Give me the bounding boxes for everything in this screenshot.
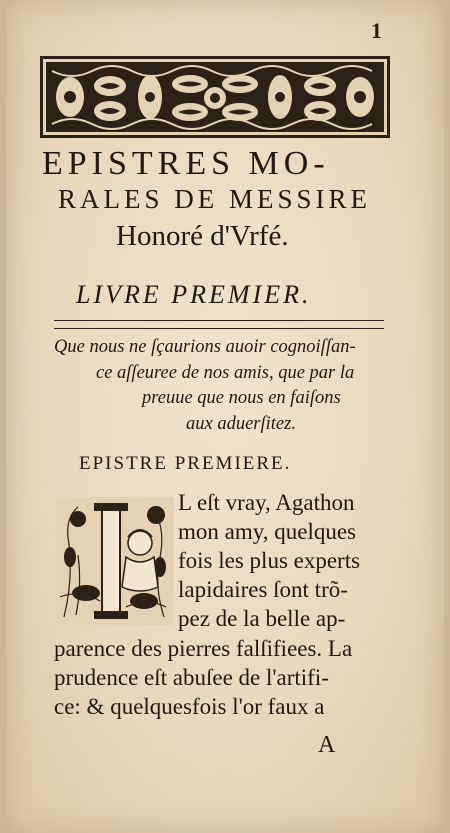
body-line: L eſt vray, Agathon	[178, 490, 355, 515]
title-line-2: RALES DE MESSIRE	[58, 184, 372, 214]
body-text-full	[54, 634, 352, 721]
body-text-indented	[178, 488, 360, 633]
title-line-3: Honoré d'Vrfé.	[116, 220, 289, 252]
summary-line: preuue que nous en faiſons	[142, 388, 341, 408]
decorated-initial-letter	[56, 497, 174, 625]
ornamental-headpiece	[40, 56, 390, 138]
body-line: parence des pierres falſifiees. La	[54, 636, 353, 661]
page-number: 1	[371, 18, 382, 43]
body-line: mon amy, quelques	[178, 519, 357, 544]
divider-rule	[54, 328, 384, 329]
body-line: fois les plus experts	[178, 548, 361, 573]
body-line: prudence eſt abuſee de l'artifi-	[54, 665, 329, 690]
body-line: pez de la belle ap-	[178, 606, 346, 631]
summary-line: aux aduerſitez.	[186, 413, 296, 434]
summary-line: ce aſſeuree de nos amis, que par la	[96, 362, 355, 383]
title-line-1: EPISTRES MO-	[42, 145, 330, 182]
summary-line: Que nous ne ſçaurions auoir cognoiſſan-	[54, 337, 356, 357]
divider-rule	[54, 320, 384, 321]
epistle-summary	[46, 335, 396, 437]
body-line: ce: & quelquesfois l'or faux a	[54, 694, 325, 719]
book-page	[6, 0, 444, 833]
body-line: lapidaires ſont trõ-	[178, 577, 348, 602]
signature-mark: A	[318, 732, 336, 758]
book-heading: LIVRE PREMIER.	[76, 280, 312, 309]
epistle-heading: EPISTRE PREMIERE.	[79, 453, 292, 474]
